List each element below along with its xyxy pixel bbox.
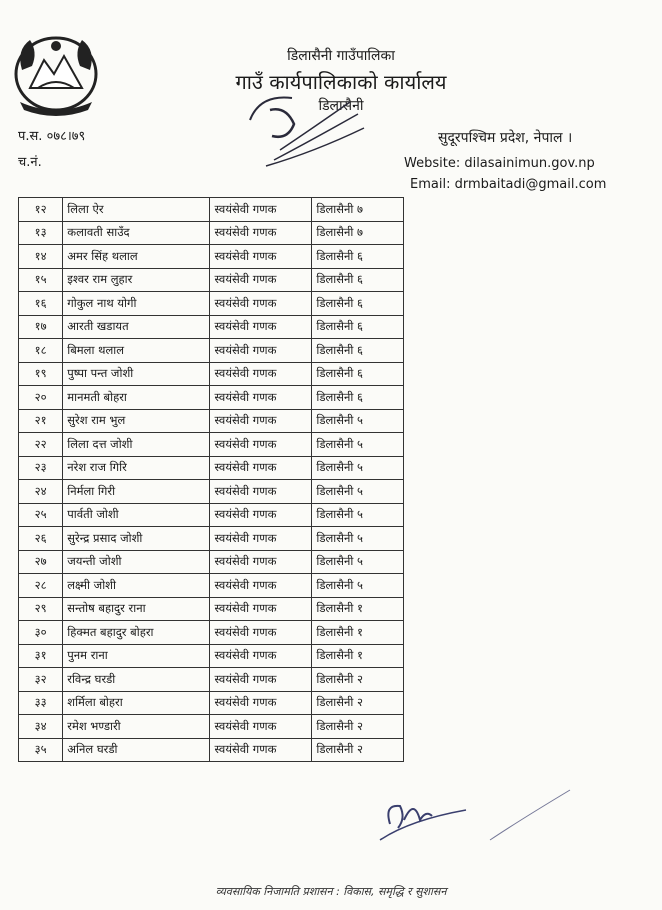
municipality-name: डिलासैनी गाउँपालिका xyxy=(287,48,395,64)
province-line: सुदूरपश्चिम प्रदेश, नेपाल । xyxy=(438,130,573,146)
address-cell: डिलासैनी ६ xyxy=(312,386,404,410)
serial-number-cell: ३४ xyxy=(19,715,63,739)
role-cell: स्वयंसेवी गणक xyxy=(210,480,312,504)
role-cell: स्वयंसेवी गणक xyxy=(210,315,312,339)
officer-signature xyxy=(370,780,580,850)
serial-number-cell: ३१ xyxy=(19,644,63,668)
role-cell: स्वयंसेवी गणक xyxy=(210,433,312,457)
address-cell: डिलासैनी ६ xyxy=(312,315,404,339)
serial-number-cell: १४ xyxy=(19,245,63,269)
table-row xyxy=(19,691,404,715)
dispatch-number: च.नं. xyxy=(18,155,42,170)
table-row xyxy=(19,715,404,739)
name-cell: लिला ऐर xyxy=(63,198,210,222)
footer-motto: व्यवसायिक निजामति प्रशासन : विकास, समृद्धि र सुशासन xyxy=(215,885,447,898)
website-line: Website: dilasainimun.gov.np xyxy=(404,156,595,171)
table-row xyxy=(19,456,404,480)
name-cell: पुनम राना xyxy=(63,644,210,668)
address-cell: डिलासैनी ५ xyxy=(312,480,404,504)
address-cell: डिलासैनी ५ xyxy=(312,503,404,527)
role-cell: स्वयंसेवी गणक xyxy=(210,715,312,739)
role-cell: स्वयंसेवी गणक xyxy=(210,597,312,621)
role-cell: स्वयंसेवी गणक xyxy=(210,245,312,269)
address-cell: डिलासैनी ५ xyxy=(312,409,404,433)
role-cell: स्वयंसेवी गणक xyxy=(210,386,312,410)
name-cell: रमेश भण्डारी xyxy=(63,715,210,739)
address-cell: डिलासैनी ६ xyxy=(312,245,404,269)
table-row xyxy=(19,644,404,668)
serial-number-cell: २० xyxy=(19,386,63,410)
role-cell: स्वयंसेवी गणक xyxy=(210,362,312,386)
serial-number-cell: ३० xyxy=(19,621,63,645)
table-row xyxy=(19,550,404,574)
table-row xyxy=(19,527,404,551)
serial-number-cell: २१ xyxy=(19,409,63,433)
table-row xyxy=(19,503,404,527)
serial-number-cell: १५ xyxy=(19,268,63,292)
address-cell: डिलासैनी १ xyxy=(312,644,404,668)
table-row xyxy=(19,409,404,433)
address-cell: डिलासैनी ५ xyxy=(312,456,404,480)
table-row xyxy=(19,668,404,692)
serial-number-cell: ३५ xyxy=(19,738,63,762)
office-location: डिलासैनी xyxy=(318,98,364,114)
address-cell: डिलासैनी २ xyxy=(312,738,404,762)
name-cell: जयन्ती जोशी xyxy=(63,550,210,574)
name-cell: अनिल घरडी xyxy=(63,738,210,762)
address-cell: डिलासैनी ५ xyxy=(312,574,404,598)
table-row xyxy=(19,198,404,222)
enumerator-table-body xyxy=(19,198,404,762)
serial-number-cell: २४ xyxy=(19,480,63,504)
address-cell: डिलासैनी २ xyxy=(312,668,404,692)
table-row xyxy=(19,386,404,410)
address-cell: डिलासैनी ५ xyxy=(312,433,404,457)
name-cell: लिला दत्त जोशी xyxy=(63,433,210,457)
role-cell: स्वयंसेवी गणक xyxy=(210,668,312,692)
name-cell: हिक्मत बहादुर बोहरा xyxy=(63,621,210,645)
table-row xyxy=(19,245,404,269)
address-cell: डिलासैनी ५ xyxy=(312,527,404,551)
table-row xyxy=(19,597,404,621)
table-row xyxy=(19,315,404,339)
address-cell: डिलासैनी १ xyxy=(312,597,404,621)
role-cell: स्वयंसेवी गणक xyxy=(210,503,312,527)
name-cell: आरती खडायत xyxy=(63,315,210,339)
name-cell: गोकुल नाथ योगी xyxy=(63,292,210,316)
name-cell: कलावती साउँद xyxy=(63,221,210,245)
table-row xyxy=(19,268,404,292)
address-cell: डिलासैनी २ xyxy=(312,715,404,739)
name-cell: पुष्पा पन्त जोशी xyxy=(63,362,210,386)
name-cell: पार्वती जोशी xyxy=(63,503,210,527)
serial-number-cell: १९ xyxy=(19,362,63,386)
address-cell: डिलासैनी ६ xyxy=(312,292,404,316)
name-cell: मानमती बोहरा xyxy=(63,386,210,410)
name-cell: रविन्द्र घरडी xyxy=(63,668,210,692)
role-cell: स्वयंसेवी गणक xyxy=(210,691,312,715)
table-row xyxy=(19,433,404,457)
serial-number-cell: २६ xyxy=(19,527,63,551)
name-cell: अमर सिंह थलाल xyxy=(63,245,210,269)
name-cell: लक्ष्मी जोशी xyxy=(63,574,210,598)
role-cell: स्वयंसेवी गणक xyxy=(210,339,312,363)
address-cell: डिलासैनी ६ xyxy=(312,362,404,386)
role-cell: स्वयंसेवी गणक xyxy=(210,221,312,245)
address-cell: डिलासैनी १ xyxy=(312,621,404,645)
name-cell: इश्वर राम लुहार xyxy=(63,268,210,292)
address-cell: डिलासैनी ७ xyxy=(312,198,404,222)
address-cell: डिलासैनी ५ xyxy=(312,550,404,574)
table-row xyxy=(19,362,404,386)
enumerator-table xyxy=(18,197,404,762)
role-cell: स्वयंसेवी गणक xyxy=(210,268,312,292)
serial-number-cell: २७ xyxy=(19,550,63,574)
table-row xyxy=(19,221,404,245)
table-row xyxy=(19,621,404,645)
address-cell: डिलासैनी ६ xyxy=(312,268,404,292)
office-stamp xyxy=(240,90,370,170)
serial-number-cell: २८ xyxy=(19,574,63,598)
serial-number-cell: ३२ xyxy=(19,668,63,692)
table-row xyxy=(19,339,404,363)
role-cell: स्वयंसेवी गणक xyxy=(210,456,312,480)
role-cell: स्वयंसेवी गणक xyxy=(210,738,312,762)
address-cell: डिलासैनी २ xyxy=(312,691,404,715)
table-row xyxy=(19,292,404,316)
serial-number-cell: २९ xyxy=(19,597,63,621)
role-cell: स्वयंसेवी गणक xyxy=(210,644,312,668)
address-cell: डिलासैनी ७ xyxy=(312,221,404,245)
serial-number-cell: १६ xyxy=(19,292,63,316)
role-cell: स्वयंसेवी गणक xyxy=(210,527,312,551)
address-cell: डिलासैनी ६ xyxy=(312,339,404,363)
serial-number-cell: १८ xyxy=(19,339,63,363)
role-cell: स्वयंसेवी गणक xyxy=(210,409,312,433)
table-row xyxy=(19,480,404,504)
email-line: Email: drmbaitadi@gmail.com xyxy=(410,177,607,192)
serial-number-cell: २५ xyxy=(19,503,63,527)
name-cell: शर्मिला बोहरा xyxy=(63,691,210,715)
serial-number-cell: १७ xyxy=(19,315,63,339)
role-cell: स्वयंसेवी गणक xyxy=(210,198,312,222)
table-row xyxy=(19,574,404,598)
name-cell: नरेश राज गिरि xyxy=(63,456,210,480)
office-title: गाउँ कार्यपालिकाको कार्यालय xyxy=(235,70,447,94)
role-cell: स्वयंसेवी गणक xyxy=(210,550,312,574)
serial-number-cell: १३ xyxy=(19,221,63,245)
name-cell: सुरेश राम भुल xyxy=(63,409,210,433)
serial-number-cell: ३३ xyxy=(19,691,63,715)
name-cell: सुरेन्द्र प्रसाद जोशी xyxy=(63,527,210,551)
role-cell: स्वयंसेवी गणक xyxy=(210,574,312,598)
name-cell: निर्मला गिरी xyxy=(63,480,210,504)
name-cell: बिमला थलाल xyxy=(63,339,210,363)
reference-number: प.स. ०७८।७९ xyxy=(18,129,86,144)
role-cell: स्वयंसेवी गणक xyxy=(210,621,312,645)
role-cell: स्वयंसेवी गणक xyxy=(210,292,312,316)
table-row xyxy=(19,738,404,762)
serial-number-cell: २३ xyxy=(19,456,63,480)
name-cell: सन्तोष बहादुर राना xyxy=(63,597,210,621)
serial-number-cell: २२ xyxy=(19,433,63,457)
serial-number-cell: १२ xyxy=(19,198,63,222)
